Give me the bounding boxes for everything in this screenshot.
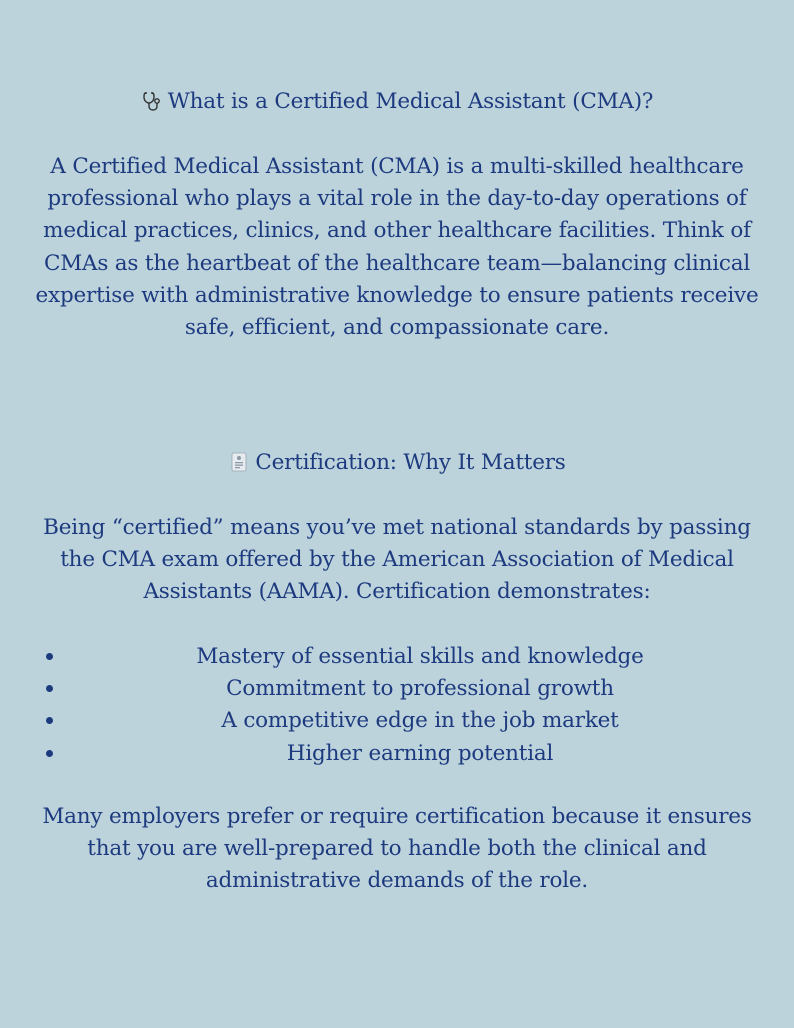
section-heading-text: Certification: Why It Matters — [255, 450, 566, 475]
section-heading-cma — [0, 86, 794, 118]
list-item: Commitment to professional growth — [0, 673, 794, 705]
document-icon — [228, 451, 250, 473]
list-item: Higher earning potential — [0, 738, 794, 770]
certification-benefits-list — [0, 641, 794, 770]
section-heading-text: What is a Certified Medical Assistant (CMA)? — [167, 89, 654, 114]
bullet-icon — [46, 717, 53, 724]
cma-description-paragraph: A Certified Medical Assistant (CMA) is a multi-skilled healthcare professional who plays a vital role in the day-to-day operations of medical practices, clinics, and other healthcare facilities. Think of CMAs as the heartbeat of the healthcare team—balancing clinical expertise with administrative knowledge to ensure patients receive safe, efficient, and compassionate care. — [35, 154, 759, 341]
section-heading-certification — [0, 447, 794, 479]
list-item: Mastery of essential skills and knowledge — [0, 641, 794, 673]
bullet-icon — [46, 653, 53, 660]
employer-preference-paragraph: Many employers prefer or require certification because it ensures that you are well-prepared to handle both the clinical and administrative demands of the role. — [42, 804, 752, 894]
bullet-icon — [46, 750, 53, 757]
certification-intro-paragraph: Being “certified” means you’ve met national standards by passing the CMA exam offered by the American Association of Medical Assistants (AAMA). Certification demonstrates: — [43, 515, 751, 605]
list-item: A competitive edge in the job market — [0, 705, 794, 737]
stethoscope-icon — [141, 90, 163, 112]
bullet-icon — [46, 685, 53, 692]
